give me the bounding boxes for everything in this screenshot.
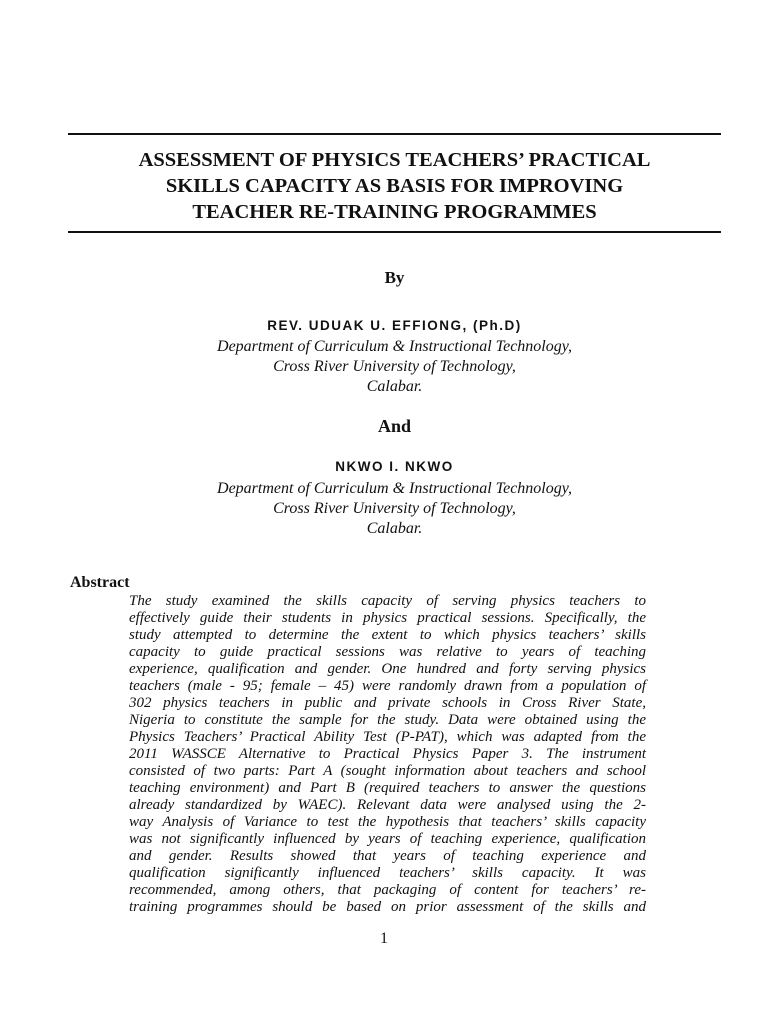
- abstract-line: consisted of two parts: Part A (sought information about teachers and school: [129, 763, 646, 779]
- affiliation-line: Cross River University of Technology,: [273, 500, 516, 517]
- and-label: And: [377, 416, 412, 436]
- top-rule: [68, 133, 721, 135]
- abstract-line: The study examined the skills capacity of serving physics teachers to: [129, 593, 646, 609]
- affiliation-line: Calabar.: [366, 378, 423, 395]
- abstract-line: recommended, among others, that packaging of content for teachers’ re-: [129, 882, 646, 898]
- author-affiliation: [68, 337, 721, 397]
- title-line: ASSESSMENT OF PHYSICS TEACHERS’ PRACTICAL: [138, 149, 651, 171]
- affiliation-line: Department of Curriculum & Instructional Technology,: [217, 338, 572, 355]
- title-line: SKILLS CAPACITY AS BASIS FOR IMPROVING: [165, 175, 624, 197]
- affiliation-line: Department of Curriculum & Instructional Technology,: [217, 480, 572, 497]
- abstract-line: way Analysis of Variance to test the hypothesis that teachers’ skills capacity: [129, 814, 646, 830]
- affiliation-line: Cross River University of Technology,: [273, 358, 516, 375]
- abstract-line: training programmes should be based on prior assessment of the skills and: [129, 899, 646, 915]
- abstract-line: teachers (male - 95; female – 45) were randomly drawn from a population of: [129, 678, 646, 694]
- by-label: By: [384, 268, 405, 287]
- page-number: 1: [380, 930, 388, 947]
- abstract-line: 302 physics teachers in public and private schools in Cross River State,: [129, 695, 646, 711]
- abstract-line: capacity to guide practical sessions was relative to years of teaching: [129, 644, 646, 660]
- abstract-line: Physics Teachers’ Practical Ability Test (P-PAT), which was adapted from the: [129, 729, 646, 745]
- abstract-line: study attempted to determine the extent to which physics teachers’ skills: [129, 627, 646, 643]
- affiliation-line: Calabar.: [366, 520, 423, 537]
- abstract-line: was not significantly influenced by years of teaching experience, qualification: [129, 831, 646, 847]
- paper-title: [68, 147, 721, 225]
- author-affiliation: [68, 479, 721, 539]
- abstract-line: effectively guide their students in physics practical sessions. Specifically, the: [129, 610, 646, 626]
- abstract-line: already standardized by WAEC). Relevant data were analysed using the 2-: [129, 797, 646, 813]
- abstract-line: experience, qualification and gender. One hundred and forty serving physics: [129, 661, 646, 677]
- abstract-body: [129, 593, 646, 916]
- bottom-rule: [68, 231, 721, 233]
- abstract-line: qualification significantly influenced teachers’ skills capacity. It was: [129, 865, 646, 881]
- title-line: TEACHER RE-TRAINING PROGRAMMES: [192, 201, 597, 223]
- abstract-line: teaching environment) and Part B (required teachers to answer the questions: [129, 780, 646, 796]
- abstract-heading: Abstract: [70, 574, 130, 591]
- abstract-line: 2011 WASSCE Alternative to Practical Physics Paper 3. The instrument: [129, 746, 646, 762]
- abstract-line: Nigeria to constitute the sample for the study. Data were obtained using the: [129, 712, 646, 728]
- author-name: NKWO I. NKWO: [335, 459, 454, 474]
- abstract-line: and gender. Results showed that years of teaching experience and: [129, 848, 646, 864]
- author-name: REV. UDUAK U. EFFIONG, (Ph.D): [267, 318, 522, 333]
